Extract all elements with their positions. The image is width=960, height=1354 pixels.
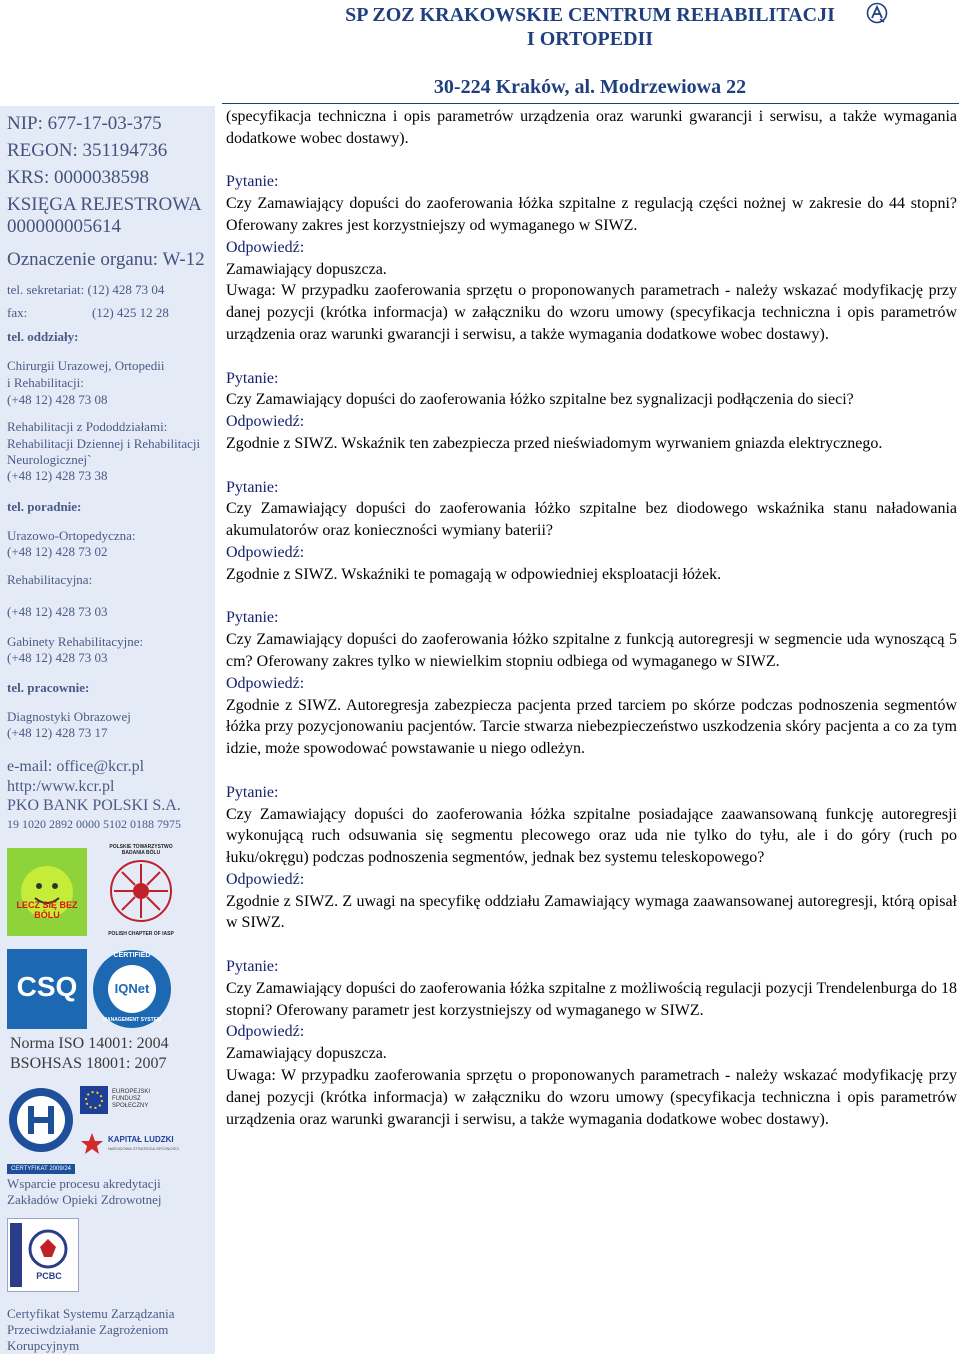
question-label: Pytanie: — [226, 173, 279, 191]
sidebar-uraz-phone: (+48 12) 428 73 02 — [7, 544, 108, 559]
pcbc-text: PCBC — [36, 1271, 62, 1281]
sidebar-krs: KRS: 0000038598 — [7, 167, 149, 188]
header-address: 30-224 Kraków, al. Modrzewiowa 22 — [433, 76, 747, 98]
question-text: Czy Zamawiający dopuści do zaoferowania łóżka szpitalne z możliwością regulacji pozycji Trendelenburga do 18 stopni? Oferowany parametr jest korzystniejszy od wymaganego w SIWZ. — [226, 979, 957, 1019]
answer-text: Zamawiający dopuszcza. — [226, 260, 387, 278]
header-title-line1: SP ZOZ KRAKOWSKIE CENTRUM REHABILITACJI — [345, 4, 835, 26]
ptbb-bottom-text: POLISH CHAPTER OF IASP — [108, 931, 174, 937]
sidebar-email[interactable]: e-mail: office@kcr.pl — [7, 758, 145, 775]
sidebar-wsparcie-2: Zakładów Opieki Zdrowotnej — [7, 1192, 162, 1207]
csq-text: CSQ — [16, 971, 78, 1002]
bez-bolu-text: LECZ SIĘ BEZ BÓLU — [16, 900, 78, 920]
iqnet-text: IQNet — [114, 981, 150, 996]
answer-text: Zgodnie z SIWZ. Wskaźnik ten zabezpiecza przed nieświadomym wyrwaniem gniazda elektrycznego. — [226, 434, 883, 452]
sidebar-cert-2: Przeciwdziałanie Zagrożeniom — [7, 1322, 169, 1337]
answer-label: Odpowiedź: — [226, 413, 305, 431]
kapital-ludzki-logo — [80, 1132, 180, 1168]
sidebar-reh-phone: (+48 12) 428 73 38 — [7, 468, 108, 483]
answer-text: Zgodnie z SIWZ. Wskaźniki te pomagają w odpowiedniej eksploatacji łóżek. — [226, 565, 722, 583]
sidebar-fax-label: fax: — [7, 305, 28, 320]
sidebar-nip: NIP: 677-17-03-375 — [7, 113, 162, 134]
sidebar-chir-1: Chirurgii Urazowej, Ortopedii — [7, 358, 165, 373]
sidebar-poradnie-label: tel. poradnie: — [7, 499, 82, 514]
iqnet-logo — [92, 949, 172, 1029]
iqnet-ring-bottom: MANAGEMENT SYSTEM — [102, 1017, 162, 1023]
question-text: Czy Zamawiający dopuści do zaoferowania łóżko szpitalne bez sygnalizacji podłączenia do sieci? — [226, 391, 854, 409]
question-label: Pytanie: — [226, 609, 279, 627]
sidebar-organ: Oznaczenie organu: W-12 — [7, 249, 205, 270]
answer-label: Odpowiedź: — [226, 238, 305, 256]
note-text: Uwaga: W przypadku zaoferowania sprzętu o proponowanych parametrach - należy wskazać modyfikację przy danej pozycji (krótka informacja) w załączniku do wzoru umowy (specyfikacja techniczna i opis parametrów urządzenia oraz warunki gwarancji i serwisu, a także wymagania dodatkowe wobec dostawy). — [226, 282, 957, 343]
answer-text: Zgodnie z SIWZ. Z uwagi na specyfikę oddziału Zamawiający wymaga zaawansowanej autoregresji, którą opisał w SIWZ. — [226, 892, 957, 932]
neuron-icon — [108, 856, 174, 926]
hospital-h-icon — [7, 1084, 75, 1164]
sidebar-ksiega-number: 000000005614 — [7, 216, 121, 237]
sidebar-wsparcie-1: Wsparcie procesu akredytacji — [7, 1176, 161, 1191]
sidebar-uraz-label: Urazowo-Ortopedyczna: — [7, 528, 136, 543]
ptbb-top-text: POLSKIE TOWARZYSTWO BADANIA BÓLU — [109, 844, 173, 856]
sidebar-tel-sekretariat: tel. sekretariat: (12) 428 73 04 — [7, 282, 165, 297]
sidebar-gab-phone: (+48 12) 428 73 03 — [7, 650, 108, 665]
sidebar-regon: REGON: 351194736 — [7, 140, 168, 161]
sidebar-chir-phone: (+48 12) 428 73 08 — [7, 392, 108, 407]
csq-logo — [7, 949, 87, 1029]
sidebar-oddzialy-label: tel. oddziały: — [7, 329, 79, 344]
kapital-text: KAPITAŁ LUDZKI — [108, 1135, 174, 1144]
ptbb-logo — [108, 844, 174, 938]
answer-text: Zgodnie z SIWZ. Autoregresja zabezpiecza pacjenta przed tarciem po skórze podczas podnoszenia segmentów łóżka przy pozycjonowaniu pacjentów. Tarcie stwarza niebezpieczeństwo uszkodzenia skóry pacjenta a co za tym idzie, może spowodować powstawanie u niego odleżyn. — [226, 696, 957, 758]
note-text: Uwaga: W przypadku zaoferowania sprzętu o proponowanych parametrach - należy wskazać modyfikację przy danej pozycji (krótka informacja) w załączniku do wzoru umowy (specyfikacja techniczna i opis parametrów urządzenia oraz warunki gwarancji i serwisu, a także wymagania dodatkowe wobec dostawy). — [226, 1067, 957, 1128]
answer-label: Odpowiedź: — [226, 1023, 305, 1041]
sidebar-reh-1: Rehabilitacji z Pododdziałami: — [7, 419, 168, 434]
answer-label: Odpowiedź: — [226, 870, 305, 888]
header-divider — [222, 103, 959, 104]
sidebar-account: 19 1020 2892 0000 5102 0188 7975 — [7, 817, 181, 831]
question-text: Czy Zamawiający dopuści do zaoferowania łóżka szpitalne z regulacją części nożnej w zakresie do 44 stopni? Oferowany zakres jest korzystniejszy od wymaganego w SIWZ. — [226, 195, 957, 234]
efs-logo — [80, 1086, 180, 1122]
sidebar — [0, 106, 215, 1354]
eu-flag-icon — [80, 1086, 108, 1114]
smiley-icon — [7, 848, 87, 936]
question-label: Pytanie: — [226, 478, 279, 496]
iqnet-ring-top: CERTIFIED — [113, 952, 151, 959]
sidebar-ksiega-label: KSIĘGA REJESTROWA — [7, 194, 202, 215]
page-header — [0, 0, 960, 106]
question-label: Pytanie: — [226, 783, 279, 801]
accreditation-logo-icon — [866, 2, 888, 24]
question-label: Pytanie: — [226, 369, 279, 387]
sidebar-gab-label: Gabinety Rehabilitacyjne: — [7, 634, 144, 649]
sidebar-diag-label: Diagnostyki Obrazowej — [7, 709, 131, 724]
sidebar-reh-3: Neurologicznej` — [7, 452, 92, 467]
sidebar-pracownie-label: tel. pracownie: — [7, 680, 90, 695]
sidebar-www[interactable]: http:/www.kcr.pl — [7, 778, 115, 795]
bez-bolu-logo — [7, 848, 87, 936]
paragraph-continuation: (specyfikacja techniczna i opis parametrów urządzenia oraz warunki gwarancji i serwisu, a także wymagania dodatkowe wobec dostawy). — [226, 108, 957, 147]
efs-text: EUROPEJSKI FUNDUSZ SPOŁECZNY — [112, 1089, 151, 1109]
question-text: Czy Zamawiający dopuści do zaoferowania łóżka szpitalne posiadające zaawansowaną funkcję autoregresji wykonującą ruch odsuwania się segmentu plecowego oraz uda nie tylko do tyłu, ale i do góry (ruch po łuku/okręgu) podczas podnoszenia segmentów, jednak bez systemu teleskopowego? — [226, 805, 957, 867]
question-text: Czy Zamawiający dopuści do zaoferowania łóżko szpitalne bez diodowego wskaźnika stanu naładowania akumulatorów oraz konieczności wymiany baterii? — [226, 500, 957, 540]
pcbc-logo — [7, 1218, 79, 1292]
answer-text: Zamawiający dopuszcza. — [226, 1045, 387, 1063]
akredytacja-certyfikat-logo — [7, 1084, 75, 1176]
sidebar-diag-phone: (+48 12) 428 73 17 — [7, 725, 108, 740]
kapital-star-icon — [80, 1132, 104, 1156]
question-text: Czy Zamawiający dopuści do zaoferowania łóżko szpitalne z funkcją autoregresji w segmencie uda wynoszącą 5 cm? Oferowany zakres tylko w niewielkim stopniu odbiega od wymaganego w SIWZ. — [226, 631, 957, 670]
sidebar-cert-3: Korupcyjnym — [7, 1338, 80, 1353]
header-title-line2: I ORTOPEDII — [526, 28, 654, 50]
sidebar-rehab-label: Rehabilitacyjna: — [7, 572, 93, 587]
answer-label: Odpowiedź: — [226, 674, 305, 692]
sidebar-norma-2: BSOHSAS 18001: 2007 — [10, 1055, 167, 1072]
sidebar-norma-1: Norma ISO 14001: 2004 — [10, 1035, 169, 1052]
certyfikat-text: CERTYFIKAT 2009/24 — [7, 1164, 75, 1174]
sidebar-reh-2: Rehabilitacji Dziennej i Rehabilitacji — [7, 436, 201, 451]
answer-label: Odpowiedź: — [226, 543, 305, 561]
sidebar-cert-1: Certyfikat Systemu Zarządzania — [7, 1306, 175, 1321]
sidebar-rehab-phone: (+48 12) 428 73 03 — [7, 604, 108, 619]
sidebar-chir-2: i Rehabilitacji: — [7, 375, 84, 390]
sidebar-bank: PKO BANK POLSKI S.A. — [7, 797, 181, 814]
question-label: Pytanie: — [226, 958, 279, 976]
main-content — [226, 106, 957, 1130]
sidebar-fax-number: (12) 425 12 28 — [92, 305, 169, 320]
kapital-sub-text: NARODOWA STRATEGIA SPÓJNOŚCI — [108, 1146, 180, 1151]
